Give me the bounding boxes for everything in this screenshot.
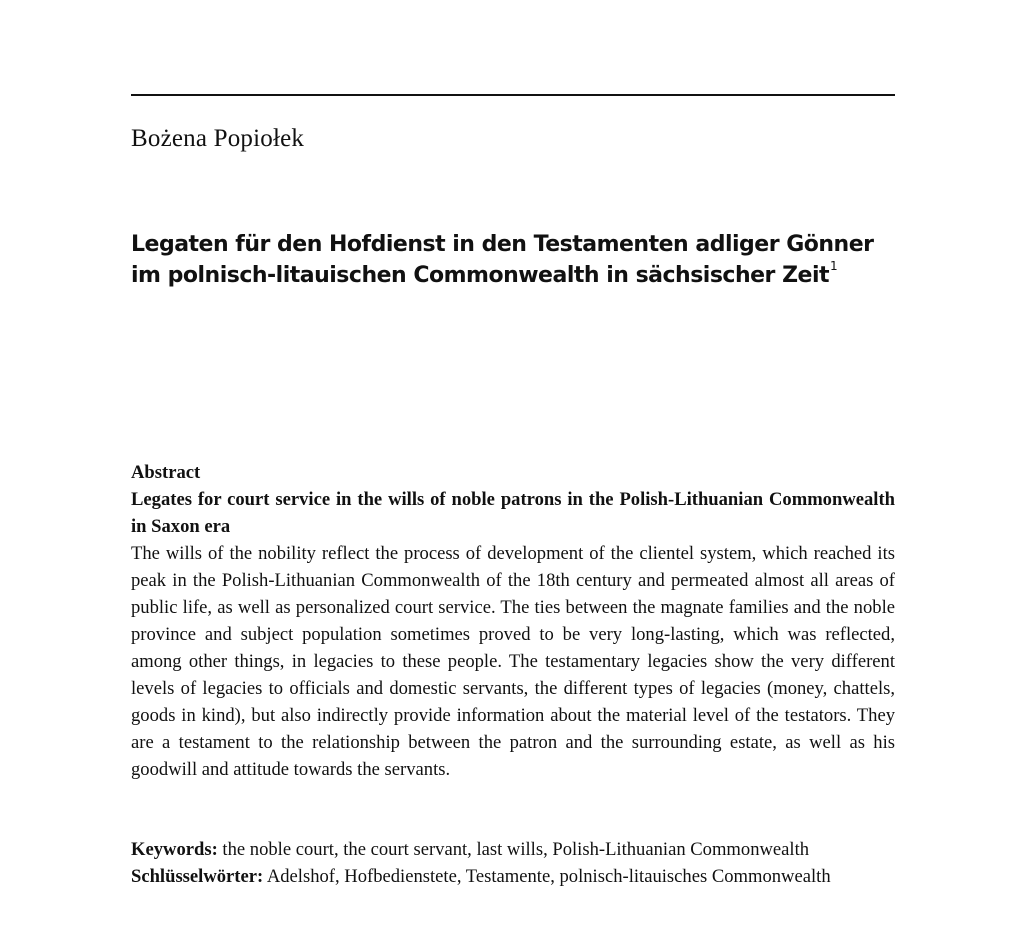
abstract-body: The wills of the nobility reflect the process of development of the clientel system, which reached its peak in the Polish-Lithuanian Commonwealth of the 18th century and permeated almost all areas of public life, as well as personalized court service. The ties between the magnate families and the noble province and subject population sometimes proved to be very long-lasting, which was reflected, among other things, in legacies to these people. The testamentary legacies show the very different levels of legacies to officials and domestic servants, the different types of legacies (money, chattels, goods in kind), but also indirectly provide information about the material level of the testators. They are a testament to the relationship between the patron and the surrounding estate, as well as his goodwill and attitude towards the servants.: [131, 543, 895, 780]
footnote-marker[interactable]: 1: [830, 259, 838, 273]
schluesselwoerter-label: Schlüsselwörter:: [131, 866, 264, 887]
abstract-english-title: Legates for court service in the wills of noble patrons in the Polish-Lithuanian Commonwealth in Saxon era: [131, 489, 895, 537]
title-line-1: Legaten für den Hofdienst in den Testamenten adliger Gönner: [131, 232, 874, 257]
author-name: Bożena Popiołek: [131, 125, 305, 152]
abstract-heading: Abstract: [131, 462, 201, 483]
article-first-page: [131, 0, 895, 945]
title-line-2-text: im polnisch-litauischen Commonwealth in sächsischer Zeit: [131, 263, 829, 288]
keywords-section: [131, 836, 895, 890]
header-rule: [131, 94, 895, 96]
keywords-text: the noble court, the court servant, last wills, Polish-Lithuanian Commonwealth: [222, 839, 810, 860]
abstract-section: [131, 459, 895, 783]
keywords-german: [131, 863, 895, 890]
keywords-english: [131, 836, 895, 863]
schluesselwoerter-text: Adelshof, Hofbedienstete, Testamente, polnisch-litauisches Commonwealth: [266, 866, 831, 887]
article-title: [131, 229, 911, 291]
title-line-2: [131, 260, 911, 291]
keywords-label: Keywords:: [131, 839, 218, 860]
